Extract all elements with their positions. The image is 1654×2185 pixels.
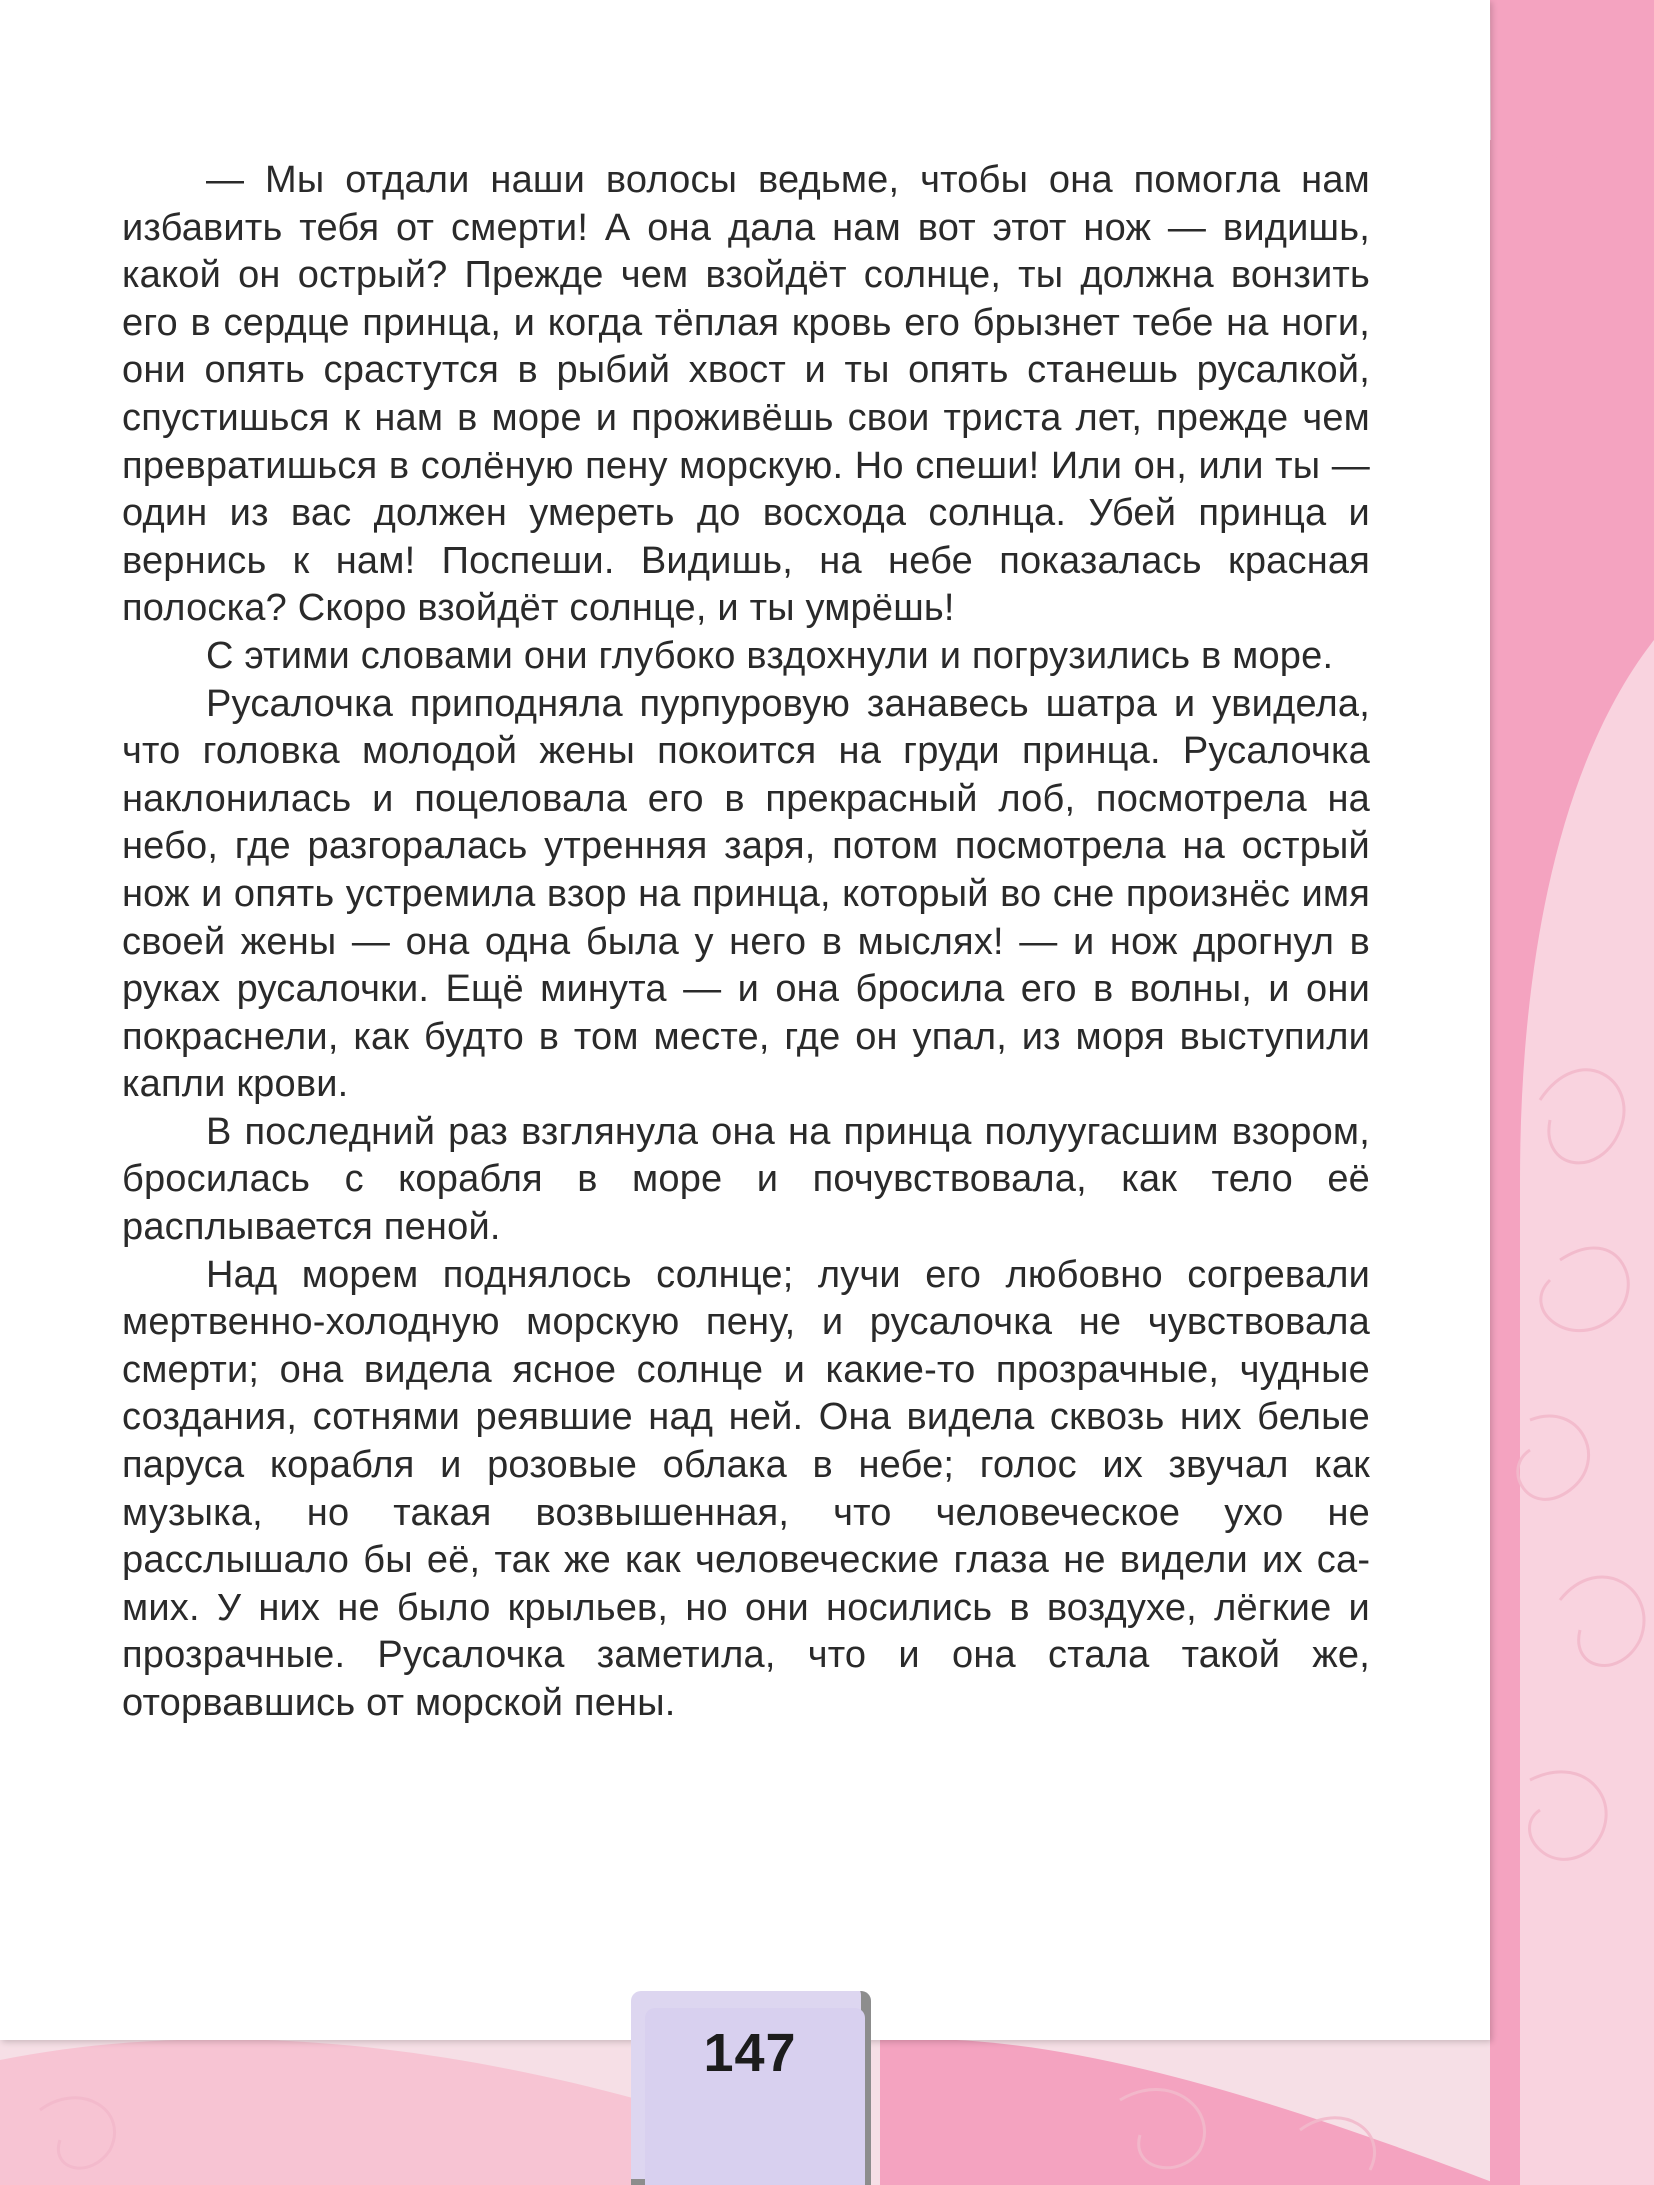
paragraph: С этими словами они глубоко вздохнули и погрузились в море. — [206, 634, 1334, 677]
page-number: 147 — [703, 2023, 797, 2083]
story-text — [122, 157, 1370, 1728]
paragraph: В последний раз взглянула она на принца полуугасшим взором, бросилась с корабля в море и почувствовала, как тело её расплывается пеной. — [122, 1110, 1370, 1249]
paragraph: — Мы отдали наши волосы ведьме, чтобы она помогла нам избавить тебя от смерти! А она дала нам вот этот нож — видишь, какой он острый? Прежде чем взойдёт солнце, ты должна вонзить его в сердце принца, и когда тёплая кровь его брызнет тебе на ноги, они опять срастутся в рыбий хвост и ты опять станешь русалкой, спустишься к нам в море и проживёшь свои триста лет, прежде чем превратишься в солёную пену морскую. Но спеши! Или он, или ты — один из вас должен умереть до восхода солнца. Убей принца и вернись к нам! Поспеши. Видишь, на небе показалась красная полоска? Скоро взойдёт солнце, и ты умрёшь! — [122, 159, 1370, 630]
paragraph: Над морем поднялось солнце; лучи его любовно согревали мертвенно-холодную морскую пену, и русалочка не чувствовала смерти; она видела ясное солнце и какие-то прозрачные, чудные создания, сотнями реявшие над ней. Она видела сквозь них белые паруса корабля и розовые облака в небе; голос их звучал как музыка, но такая возвышенная, что человеческое ухо не расслышало бы её, так же как человеческие глаза не видели их самих. У них не было крыльев, но они носились в воздухе, лёгкие и прозрачные. Русалочка заметила, что и она стала такой же, оторвавшись от морской пены. — [122, 1253, 1370, 1724]
paragraph: Русалочка приподняла пурпуровую занавесь шатра и увидела, что головка молодой жены покоится на груди принца. Русалочка наклонилась и поцеловала его в прекрасный лоб, посмотрела на небо, где разгоралась утренняя заря, потом посмотрела на острый нож и опять устремила взор на принца, который во сне произнёс имя своей жены — она одна была у него в мыслях! — и нож дрогнул в руках русалочки. Ещё минута — и она бросила его в волны, и они покраснели, как будто в том месте, где он упал, из моря выступили капли крови. — [122, 682, 1370, 1106]
